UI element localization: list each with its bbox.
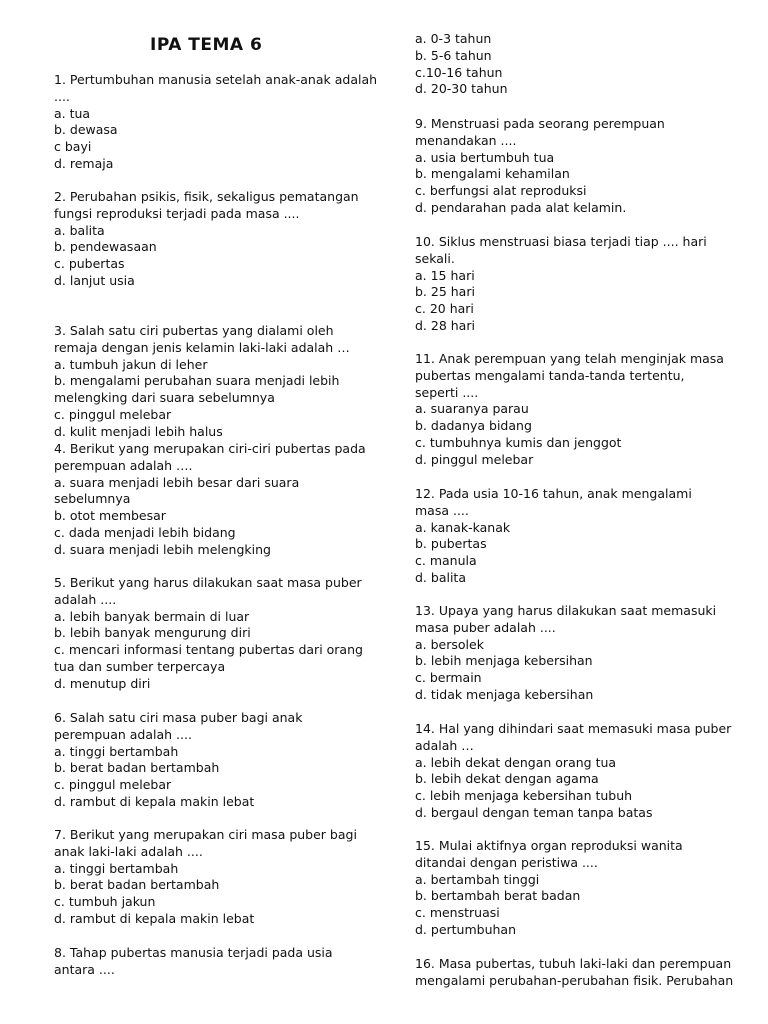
question-text: 14. Hal yang dihindari saat memasuki masa puber	[415, 721, 732, 736]
question-text: mengalami perubahan-perubahan fisik. Perubahan	[415, 972, 734, 988]
answer-option: d. 28 hari	[415, 317, 475, 333]
answer-option: a. bersolek	[415, 636, 484, 652]
question-text: menandakan ....	[415, 132, 517, 148]
question-text: 15. Mulai aktifnya organ reproduksi wanita	[415, 838, 683, 853]
answer-option: sebelumnya	[54, 491, 131, 507]
answer-option: c. pinggul melebar	[54, 406, 172, 422]
answer-option: c. tumbuh jakun	[54, 894, 156, 910]
answer-option: b. pubertas	[415, 536, 487, 552]
question-text: adalah ....	[54, 591, 117, 607]
answer-option: c. pinggul melebar	[54, 777, 172, 793]
question-text: adalah …	[415, 737, 474, 753]
answer-option: d. balita	[415, 569, 466, 585]
answer-option: a. bertambah tinggi	[415, 871, 540, 887]
question-block	[54, 441, 374, 559]
question-text: 12. Pada usia 10-16 tahun, anak mengalami	[415, 486, 692, 501]
answer-option: b. dadanya bidang	[415, 418, 532, 434]
answer-option: a. balita	[54, 222, 105, 238]
question-text: perempuan adalah ....	[54, 726, 192, 742]
question-text: sekali.	[415, 250, 455, 266]
answer-option: c bayi	[54, 139, 92, 155]
answer-option: d. kulit menjadi lebih halus	[54, 423, 223, 439]
answer-option: d. pendarahan pada alat kelamin.	[415, 199, 627, 215]
answer-option: c. mencari informasi tentang pubertas dari orang	[54, 642, 363, 658]
answer-option: a. lebih banyak bermain di luar	[54, 608, 250, 624]
question-block	[54, 72, 378, 173]
question-text: masa puber adalah ....	[415, 619, 556, 635]
answer-option: tua dan sumber terpercaya	[54, 658, 226, 674]
answer-option: c. bermain	[415, 670, 482, 686]
answer-option: d. remaja	[54, 155, 114, 171]
answer-option: d. tidak menjaga kebersihan	[415, 686, 594, 702]
answer-option: c.10-16 tahun	[415, 64, 503, 80]
answer-option: b. 25 hari	[415, 284, 475, 300]
question-block	[415, 486, 745, 587]
answer-option: a. kanak-kanak	[415, 519, 511, 535]
answer-option: b. lebih menjaga kebersihan	[415, 653, 593, 669]
answer-option: a. tinggi bertambah	[54, 860, 179, 876]
question-text: antara ....	[54, 961, 115, 977]
page-title: IPA TEMA 6	[150, 35, 263, 55]
question-text: pubertas mengalami tanda-tanda tertentu,	[415, 367, 685, 383]
question-text: seperti ....	[415, 384, 479, 400]
answer-option: d. rambut di kepala makin lebat	[54, 910, 255, 926]
answer-option: b. lebih banyak mengurung diri	[54, 625, 251, 641]
question-block	[54, 575, 374, 693]
question-text: masa ....	[415, 502, 469, 518]
answer-option: c. manula	[415, 553, 477, 569]
answer-option: a. tumbuh jakun di leher	[54, 356, 208, 372]
question-text: 13. Upaya yang harus dilakukan saat memasuki	[415, 603, 717, 618]
answer-option: c. pubertas	[54, 256, 125, 272]
question-text: 8. Tahap pubertas manusia terjadi pada usia	[54, 945, 333, 960]
answer-option: b. mengalami perubahan suara menjadi lebih	[54, 373, 340, 389]
question-block	[54, 710, 374, 811]
answer-option: b. 5-6 tahun	[415, 47, 492, 63]
question-text: 5. Berikut yang harus dilakukan saat masa puber	[54, 575, 362, 590]
question-block	[54, 189, 374, 290]
answer-option: a. suaranya parau	[415, 401, 529, 417]
answer-option: b. bertambah berat badan	[415, 888, 581, 904]
question-block	[415, 31, 745, 98]
answer-option: d. pertumbuhan	[415, 921, 517, 937]
answer-option: b. mengalami kehamilan	[415, 166, 570, 182]
question-block	[415, 116, 745, 217]
answer-option: b. pendewasaan	[54, 239, 157, 255]
question-text: 9. Menstruasi pada seorang perempuan	[415, 116, 665, 131]
answer-option: d. suara menjadi lebih melengking	[54, 541, 271, 557]
answer-option: d. pinggul melebar	[415, 451, 534, 467]
question-text: ....	[54, 88, 70, 104]
question-block	[54, 945, 374, 979]
answer-option: a. 0-3 tahun	[415, 31, 492, 46]
answer-option: a. tinggi bertambah	[54, 743, 179, 759]
answer-option: b. otot membesar	[54, 508, 166, 524]
answer-option: c. tumbuhnya kumis dan jenggot	[415, 434, 622, 450]
question-text: ditandai dengan peristiwa ....	[415, 854, 598, 870]
question-text: 10. Siklus menstruasi biasa terjadi tiap .... hari	[415, 234, 707, 249]
question-block	[415, 956, 745, 990]
answer-option: a. usia bertumbuh tua	[415, 149, 555, 165]
answer-option: d. lanjut usia	[54, 272, 135, 288]
question-text: 4. Berikut yang merupakan ciri-ciri pubertas pada	[54, 441, 366, 456]
answer-option: d. rambut di kepala makin lebat	[54, 793, 255, 809]
answer-option: c. berfungsi alat reproduksi	[415, 183, 587, 199]
question-block	[415, 838, 745, 939]
answer-option: melengking dari suara sebelumnya	[54, 390, 275, 406]
question-block	[415, 234, 745, 335]
answer-option: b. lebih dekat dengan agama	[415, 771, 599, 787]
answer-option: d. bergaul dengan teman tanpa batas	[415, 804, 653, 820]
question-block	[54, 323, 374, 441]
question-text: 7. Berikut yang merupakan ciri masa puber bagi	[54, 827, 357, 842]
question-block	[415, 721, 745, 822]
answer-option: b. berat badan bertambah	[54, 760, 220, 776]
answer-option: a. 15 hari	[415, 267, 475, 283]
answer-option: a. tua	[54, 105, 91, 121]
question-text: 11. Anak perempuan yang telah menginjak masa	[415, 351, 724, 366]
question-text: 2. Perubahan psikis, fisik, sekaligus pematangan	[54, 189, 359, 204]
answer-option: b. berat badan bertambah	[54, 877, 220, 893]
answer-option: c. lebih menjaga kebersihan tubuh	[415, 788, 633, 804]
answer-option: c. dada menjadi lebih bidang	[54, 524, 236, 540]
question-text: 3. Salah satu ciri pubertas yang dialami oleh	[54, 323, 334, 338]
answer-option: c. menstruasi	[415, 905, 500, 921]
question-block	[54, 827, 374, 928]
answer-option: a. lebih dekat dengan orang tua	[415, 754, 617, 770]
question-block	[415, 603, 745, 704]
answer-option: a. suara menjadi lebih besar dari suara	[54, 474, 300, 490]
question-text: 1. Pertumbuhan manusia setelah anak-anak adalah	[54, 72, 378, 87]
question-text: anak laki-laki adalah ....	[54, 843, 203, 859]
question-text: perempuan adalah ….	[54, 457, 193, 473]
answer-option: d. menutup diri	[54, 675, 151, 691]
question-text: fungsi reproduksi terjadi pada masa ....	[54, 205, 300, 221]
question-text: remaja dengan jenis kelamin laki-laki adalah …	[54, 339, 350, 355]
answer-option: d. 20-30 tahun	[415, 81, 508, 97]
answer-option: c. 20 hari	[415, 301, 474, 317]
answer-option: b. dewasa	[54, 122, 118, 138]
question-text: 6. Salah satu ciri masa puber bagi anak	[54, 710, 303, 725]
question-text: 16. Masa pubertas, tubuh laki-laki dan perempuan	[415, 956, 732, 971]
question-block	[415, 351, 745, 469]
